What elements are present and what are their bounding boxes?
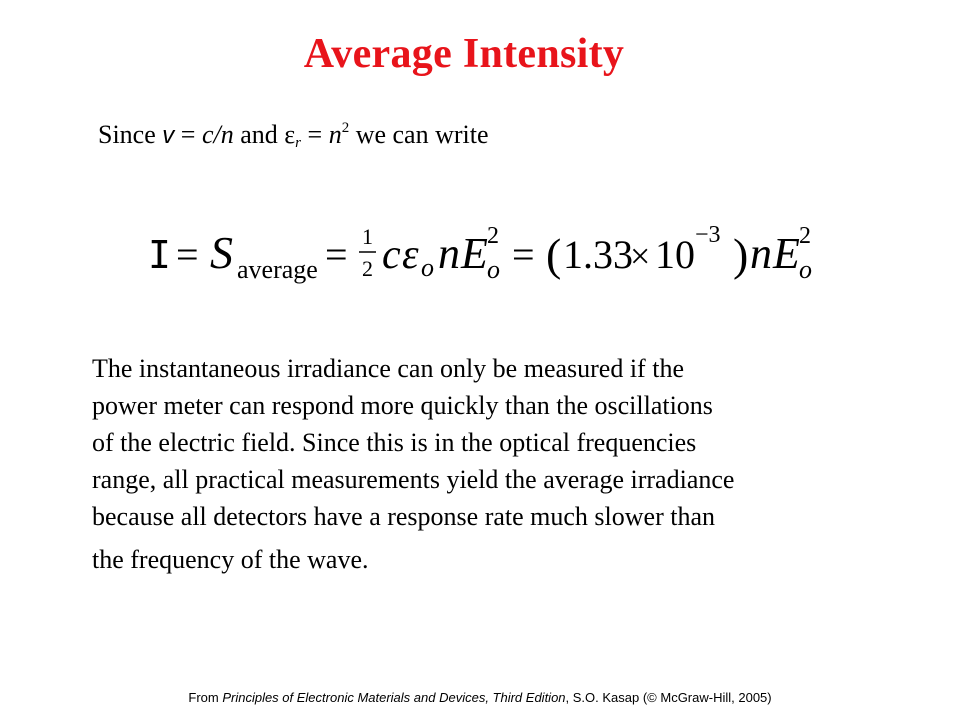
eq-equals-2: = — [325, 232, 348, 277]
eq-E-subscript-o-1: o — [487, 255, 500, 284]
eq-equals-3: = — [512, 232, 535, 277]
eq-S: S — [210, 227, 233, 278]
eq-epsilon-subscript-o: o — [421, 253, 434, 282]
source-citation — [0, 690, 960, 705]
eq-E-exponent-2: 2 — [799, 223, 811, 249]
c-over-n: c/n — [201, 120, 234, 149]
eq-half-denominator: 2 — [362, 256, 373, 281]
eq-n-1: n — [438, 229, 460, 278]
citation-author: , S.O. Kasap (© McGraw-Hill, 2005) — [565, 690, 772, 705]
paragraph-line-6: the frequency of the wave. — [92, 545, 369, 574]
velocity-symbol: v — [162, 122, 175, 149]
eq-average-subscript: average — [237, 255, 318, 284]
since-statement — [98, 120, 489, 152]
since-post: we can write — [349, 120, 489, 149]
eq-times: × — [630, 236, 651, 276]
paragraph-line-2: power meter can respond more quickly than the oscillations — [92, 391, 713, 420]
n-squared-exponent: 2 — [341, 120, 350, 136]
citation-from: From — [188, 690, 223, 705]
epsilon-symbol: ε — [284, 120, 296, 149]
eq-equals-1: = — [176, 232, 199, 277]
eq-half-numerator: 1 — [362, 224, 373, 249]
eq-E-subscript-o-2: o — [799, 255, 812, 284]
eq-open-paren: ( — [546, 229, 562, 280]
since-eq2: = — [301, 120, 329, 149]
eq-close-paren: ) — [733, 229, 749, 280]
slide-title: Average Intensity — [303, 31, 625, 77]
since-pre: Since — [98, 120, 163, 149]
eq-c: c — [382, 232, 401, 278]
irradiance-paragraph — [92, 350, 892, 578]
paragraph-line-1: The instantaneous irradiance can only be measured if the — [92, 354, 684, 383]
citation-book-title: Principles of Electronic Materials and Devices, Third Edition — [222, 690, 566, 705]
eq-coefficient: 1.33 — [563, 232, 633, 277]
eq-E-1: E — [461, 229, 488, 278]
since-eq1: = — [174, 120, 202, 149]
n-symbol: n — [328, 120, 342, 149]
paragraph-line-4: range, all practical measurements yield the average irradiance — [92, 465, 735, 494]
eq-epsilon: ε — [402, 232, 419, 278]
eq-n-2: n — [750, 229, 772, 278]
epsilon-subscript-r: r — [295, 135, 302, 151]
paragraph-line-3: of the electric field. Since this is in the optical frequencies — [92, 428, 697, 457]
eq-E-exponent-1: 2 — [487, 223, 499, 249]
since-and: and — [233, 120, 285, 149]
paragraph-line-5: because all detectors have a response rate much slower than — [92, 502, 716, 531]
equation-svg — [140, 210, 830, 300]
eq-ten: 10 — [655, 232, 695, 277]
intensity-equation — [140, 210, 830, 300]
eq-exponent: −3 — [695, 222, 721, 248]
eq-E-2: E — [773, 229, 800, 278]
eq-I: I — [148, 233, 171, 277]
